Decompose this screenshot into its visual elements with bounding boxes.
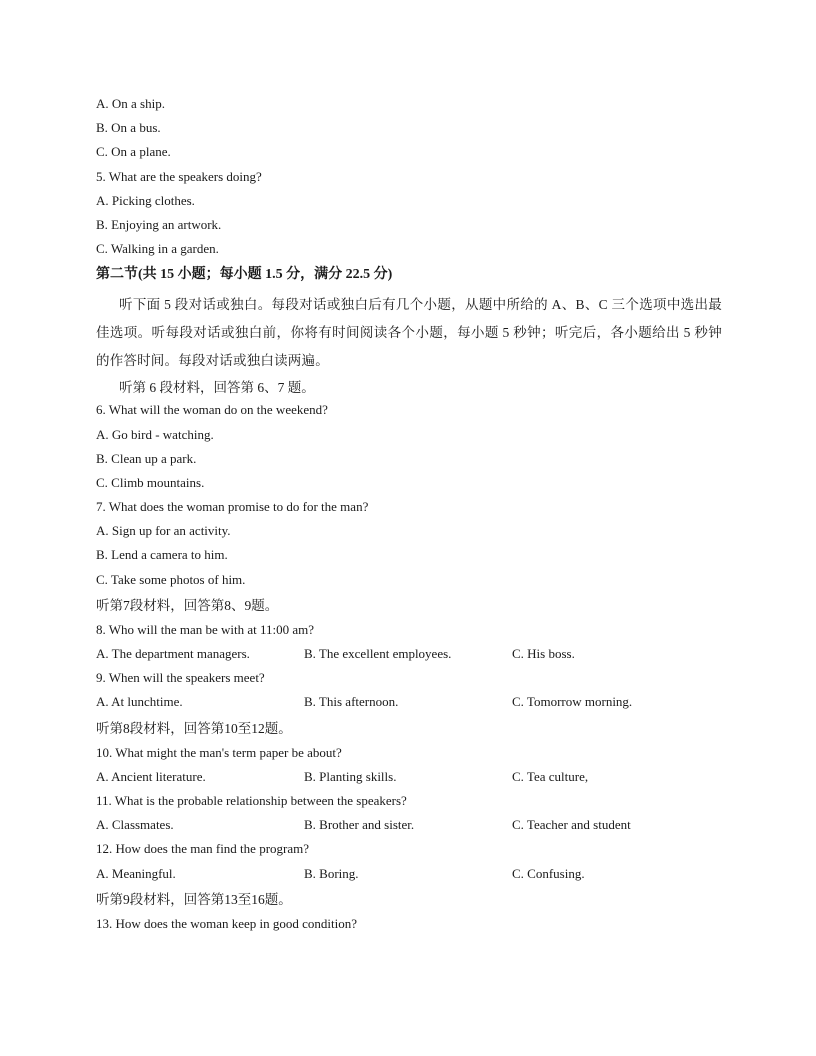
q9-option-b: B. This afternoon. [304, 694, 399, 710]
q6-option-a: A. Go bird - watching. [96, 426, 214, 442]
q12-options [96, 864, 722, 888]
exam-page [96, 94, 722, 938]
q12-option-a: A. Meaningful. [96, 865, 176, 881]
q9-option-a: A. At lunchtime. [96, 694, 183, 710]
q13-question: 13. How does the woman keep in good condition? [96, 915, 358, 931]
q11-option-c: C. Teacher and student [512, 817, 631, 833]
q4-option-b: B. On a bus. [96, 120, 161, 136]
q8-option-b: B. The excellent employees. [304, 646, 452, 661]
q8-option-a: A. The department managers. [96, 646, 250, 661]
q10-option-c: C. Tea culture, [512, 768, 589, 784]
q8-options [96, 644, 722, 668]
q12-question: 12. How does the man find the program? [96, 841, 310, 857]
section2-heading: 第二节(共 15 小题；每小题 1.5 分，满分 22.5 分) [96, 267, 393, 283]
q9-options [96, 692, 722, 716]
section2-instructions: 听下面 5 段对话或独白。每段对话或独白后有几个小题，从题中所给的 A、B、C 三个选项中选出最佳选项。听每段对话或独白前，你将有时间阅读各个小题，每小题 5 秒钟；听完后，各小题给出 5 秒钟的作答时间。每段对话或独白读两遍。 [96, 297, 722, 369]
q9-question: 9. When will the speakers meet? [96, 670, 265, 686]
q11-option-b: B. Brother and sister. [304, 817, 415, 833]
material8-note: 听第8段材料，回答第10至12题。 [96, 720, 292, 736]
q12-option-b: B. Boring. [304, 865, 359, 881]
q7-option-a: A. Sign up for an activity. [96, 523, 231, 539]
q5-option-c: C. Walking in a garden. [96, 241, 219, 257]
q4-option-a: A. On a ship. [96, 96, 165, 111]
q6-option-b: B. Clean up a park. [96, 450, 197, 466]
q10-option-a: A. Ancient literature. [96, 768, 206, 784]
q10-option-b: B. Planting skills. [304, 768, 397, 784]
q10-options [96, 767, 722, 791]
material7-note: 听第7段材料，回答第8、9题。 [96, 597, 279, 613]
q9-option-c: C. Tomorrow morning. [512, 694, 633, 710]
q6-question: 6. What will the woman do on the weekend? [96, 402, 328, 418]
q8-question: 8. Who will the man be with at 11:00 am? [96, 621, 315, 637]
q12-option-c: C. Confusing. [512, 865, 585, 881]
material6-note: 听第 6 段材料，回答第 6、7 题。 [119, 380, 315, 396]
q6-option-c: C. Climb mountains. [96, 474, 205, 490]
q5-option-a: A. Picking clothes. [96, 192, 195, 208]
q11-options [96, 815, 722, 839]
q5-option-b: B. Enjoying an artwork. [96, 216, 222, 232]
q5-question: 5. What are the speakers doing? [96, 168, 262, 184]
q8-option-c: C. His boss. [512, 646, 575, 661]
q11-question: 11. What is the probable relationship between the speakers? [96, 792, 407, 808]
q4-option-c: C. On a plane. [96, 144, 171, 160]
q10-question: 10. What might the man's term paper be about? [96, 744, 342, 760]
q7-question: 7. What does the woman promise to do for the man? [96, 499, 369, 515]
material9-note: 听第9段材料，回答第13至16题。 [96, 891, 292, 907]
q7-option-c: C. Take some photos of him. [96, 571, 246, 587]
q11-option-a: A. Classmates. [96, 817, 174, 833]
q7-option-b: B. Lend a camera to him. [96, 547, 228, 563]
